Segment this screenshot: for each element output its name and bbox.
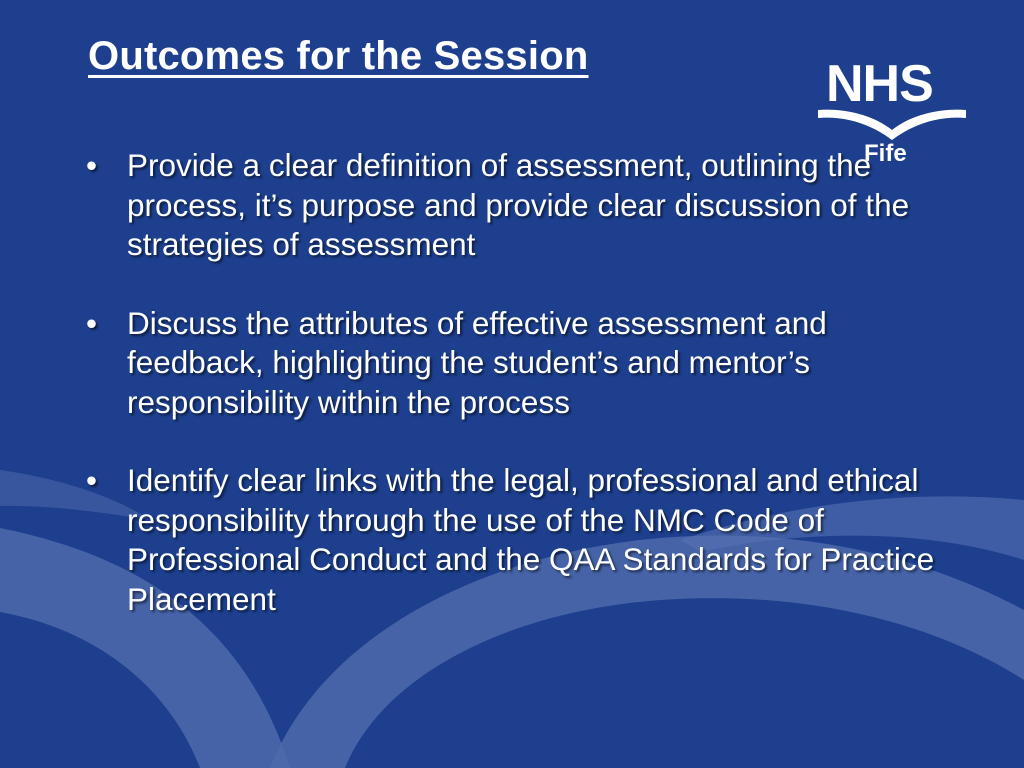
bullet-marker: • (86, 147, 98, 183)
bullet-item (86, 146, 966, 265)
bullet-item (86, 461, 966, 619)
logo-board-name: Fife (864, 140, 907, 167)
slide-title: Outcomes for the Session (88, 34, 589, 78)
open-book-icon (812, 104, 972, 144)
logo-wordmark: NHS (826, 55, 933, 113)
bullet-marker: • (86, 304, 98, 341)
bullet-text: Discuss the attributes of effective assessment and feedback, highlighting the student’s and mentor’s responsibility within the process (127, 304, 827, 420)
bullet-list (86, 146, 966, 658)
bullet-text: Identify clear links with the legal, professional and ethical responsibility through the use of the NMC Code of Professional Conduct and the QAA Standards for Practice Placement (127, 462, 935, 617)
bullet-text: Provide a clear definition of assessment, outlining the process, it’s purpose and provide clear discussion of the strategies of assessment (127, 147, 910, 262)
bullet-item (86, 304, 966, 423)
bullet-marker: • (86, 462, 98, 498)
